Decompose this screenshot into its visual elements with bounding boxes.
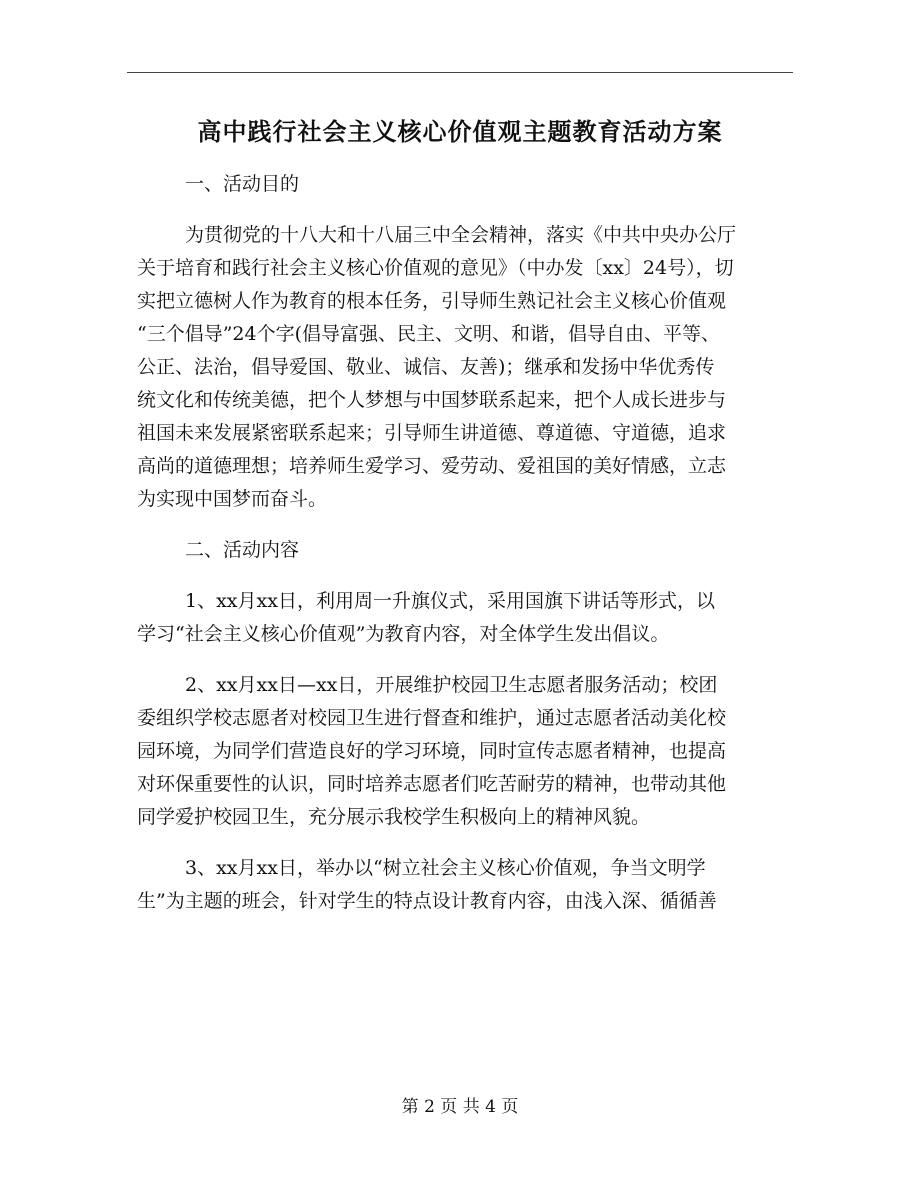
paragraph-line: 1、xx月xx日，利用周一升旗仪式，采用国旗下讲话等形式，以 — [185, 590, 715, 612]
document-title: 高中践行社会主义核心价值观主题教育活动方案 — [197, 117, 723, 146]
section-heading: 一、活动目的 — [185, 173, 300, 195]
paragraph-line: 对环保重要性的认识，同时培养志愿者们吃苦耐劳的精神，也带动其他 — [137, 773, 727, 795]
paragraph-line: 园环境，为同学们营造良好的学习环境，同时宣传志愿者精神，也提高 — [137, 740, 727, 762]
paragraph-line: 实把立德树人作为教育的根本任务，引导师生熟记社会主义核心价值观 — [137, 290, 727, 312]
paragraph — [137, 585, 797, 651]
paragraph-line: 祖国未来发展紧密联系起来；引导师生讲道德、尊道德、守道德，追求 — [137, 422, 727, 444]
paragraph-line: 为实现中国梦而奋斗。 — [137, 488, 328, 510]
paragraph-line: 3、xx月xx日，举办以“树立社会主义核心价值观，争当文明学 — [185, 857, 706, 879]
paragraph-line: 生”为主题的班会，针对学生的特点设计教育内容，由浅入深、循循善 — [137, 890, 717, 912]
document-body — [137, 168, 797, 936]
paragraph-line: 关于培育和践行社会主义核心价值观的意见》（中办发〔xx〕24号），切 — [137, 257, 734, 279]
paragraph-line: 同学爱护校园卫生，充分展示我校学生积极向上的精神风貌。 — [137, 806, 651, 828]
paragraph-line: 委组织学校志愿者对校园卫生进行督查和维护，通过志愿者活动美化校 — [137, 707, 727, 729]
paragraph-line: 2、xx月xx日—xx日，开展维护校园卫生志愿者服务活动；校团 — [185, 674, 718, 696]
paragraph — [137, 669, 797, 834]
paragraph-line: 学习“社会主义核心价值观”为教育内容，对全体学生发出倡议。 — [137, 623, 670, 645]
paragraph-line: “三个倡导”24个字(倡导富强、民主、文明、和谐，倡导自由、平等、 — [137, 323, 721, 345]
paragraph-line: 统文化和传统美德，把个人梦想与中国梦联系起来，把个人成长进步与 — [137, 389, 727, 411]
section-heading: 二、活动内容 — [185, 539, 300, 561]
paragraph-line: 高尚的道德理想；培养师生爱学习、爱劳动、爱祖国的美好情感，立志 — [137, 455, 727, 477]
paragraph-line: 公正、法治，倡导爱国、敬业、诚信、友善)；继承和发扬中华优秀传 — [137, 356, 715, 378]
paragraph — [137, 219, 797, 516]
paragraph-line: 为贯彻党的十八大和十八届三中全会精神，落实《中共中央办公厅 — [185, 224, 737, 246]
paragraph — [137, 852, 797, 918]
page-footer: 第 2 页 共 4 页 — [401, 1097, 519, 1117]
header-rule — [127, 72, 793, 73]
